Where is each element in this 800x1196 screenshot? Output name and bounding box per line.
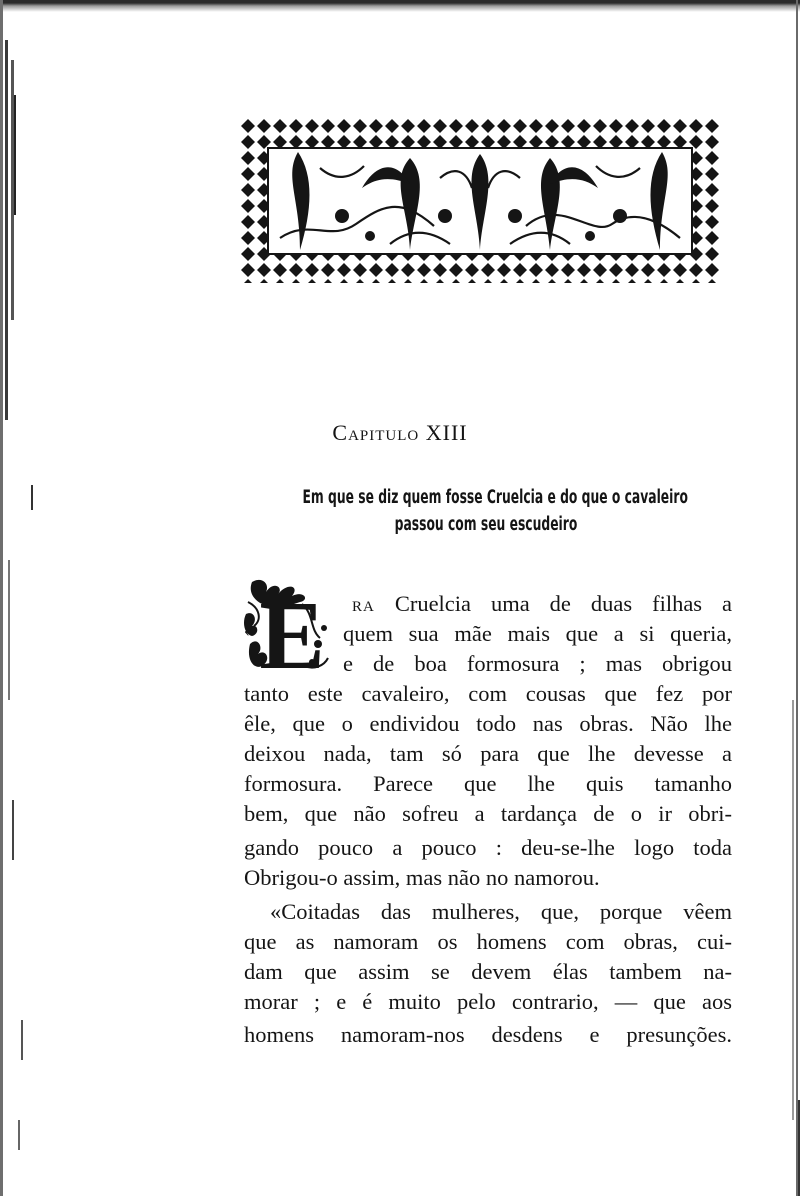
chapter-headpiece-ornament (240, 118, 720, 283)
scan-edge-left (0, 0, 38, 1196)
drop-cap-letter: E (259, 582, 325, 678)
text-line-3: e de boa formosura ; mas obrigou (343, 651, 732, 676)
chapter-subtitle (302, 484, 688, 538)
chapter-numeral: XIII (425, 420, 468, 445)
text-line-7: formosura. Parece que lhe quis tamanho (244, 771, 732, 796)
text-line-8: bem, que não sofreu a tardança de o ir obri- (244, 801, 732, 826)
chapter-prefix: Capitulo (332, 420, 420, 445)
text-line-4: tanto este cavaleiro, com cousas que fez por (244, 681, 732, 706)
drop-cap-initial (244, 574, 344, 678)
text-line-2: quem sua mãe mais que a si queria, (343, 621, 732, 646)
margin-quote-mark: « (244, 620, 253, 640)
subtitle-line-1: Em que se diz quem fosse Cruelcia e do que o cavaleiro (302, 487, 688, 508)
text-line-5: êle, que o endividou todo nas obras. Não lhe (244, 711, 732, 736)
line-1-text: Cruelcia uma de duas filhas a (394, 591, 733, 616)
text-line-14: morar ; e é muito pelo contrario, — que aos (244, 989, 732, 1014)
text-line-11: «Coitadas das mulheres, que, porque vêem (270, 899, 732, 924)
text-line-6: deixou nada, tam só para que lhe devesse a (244, 741, 732, 766)
text-line-15: homens namoram-nos desdens e presunções. (244, 1022, 732, 1047)
chapter-heading (0, 420, 800, 446)
subtitle-line-2: passou com seu escudeiro (394, 514, 578, 535)
text-line-10: Obrigou-o assim, mas não no namorou. (244, 865, 600, 890)
scan-edge-top (0, 0, 800, 12)
text-line-1 (352, 589, 732, 618)
text-line-12: que as namoram os homens com obras, cui- (244, 929, 732, 954)
text-line-9: gando pouco a pouco : deu-se-lhe logo toda (244, 835, 732, 860)
scan-edge-right (780, 0, 800, 1196)
text-line-13: dam que assim se devem élas tambem na- (244, 959, 732, 984)
drop-cap-small-caps: RA (352, 599, 375, 615)
